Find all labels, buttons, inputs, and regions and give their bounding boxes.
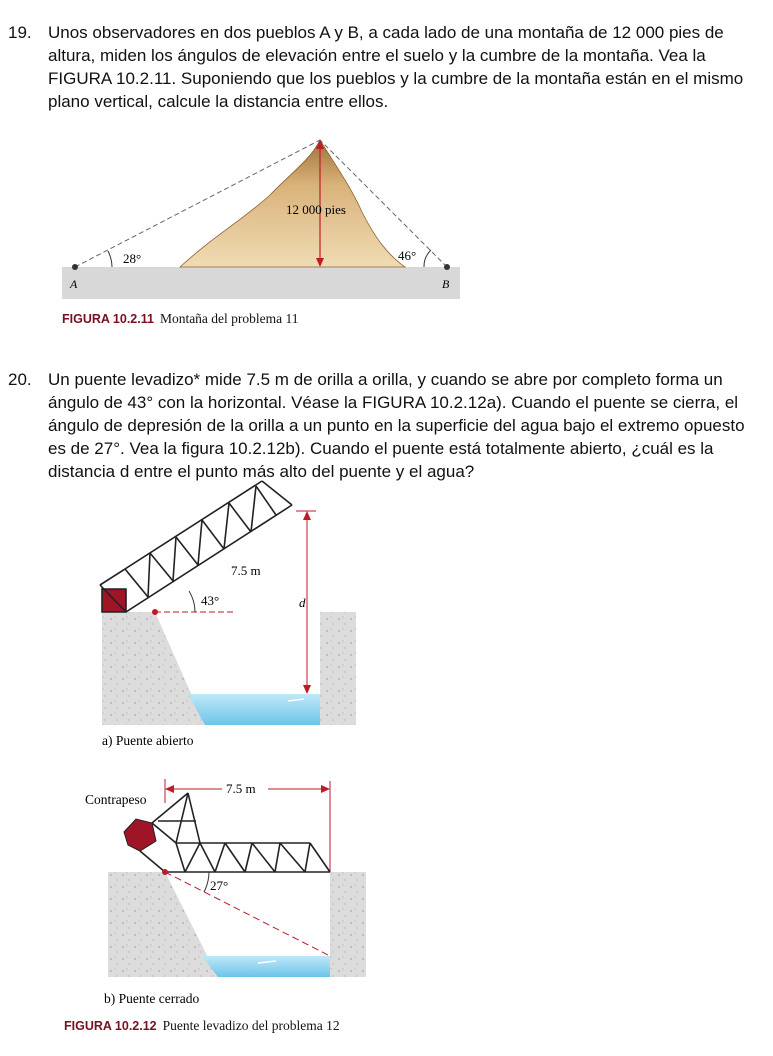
point-b-label: B [442,277,450,291]
angle-arc-b [424,250,431,267]
right-bank-closed [330,872,366,977]
point-a-label: A [70,277,78,291]
length-arrow-left [165,785,174,793]
angle-arc-43 [189,591,195,612]
length-closed-label: 7.5 m [226,781,256,796]
figure-11-caption [62,311,299,327]
height-label: 12 000 pies [286,202,346,217]
problem-19 [8,21,765,113]
figure-11-caption-text: Montaña del problema 11 [159,311,299,326]
figure-12-caption [64,1018,340,1034]
ground-strip [62,267,460,299]
counterweight [124,819,156,851]
problem-text: Unos observadores en dos pueblos A y B, a cada lado de una montaña de 12 000 pies de altura, miden los ángulos de elevación entre el suelo y la cumbre de la montaña. Vea la FIGURA 10.2.11. Suponiendo que los pueblos y la cumbre de la montaña están en el mismo plano vertical, calcule la distancia entre ellos. [48,23,744,111]
length-arrow-right [321,785,330,793]
figure-12-caption-text: Puente levadizo del problema 12 [162,1018,340,1033]
angle-27-label: 27° [210,878,229,893]
problem-number: 20. [8,370,32,389]
angle-arc-a [108,251,112,267]
figure-12-label: FIGURA 10.2.12 [64,1019,157,1033]
problem-20 [8,368,765,483]
figure-10-2-12a [0,495,773,755]
left-bank-closed [108,872,218,977]
problem-text: Un puente levadizo* mide 7.5 m de orilla a orilla, y cuando se abre por completo forma un ángulo de 43° con la horizontal. Véase la FIGURA 10.2.12a). Cuando el puente se cierra, el ángulo de depresión de la orilla a un punto en la superficie del agua bajo el extremo opuesto es de 27°. Vea la figura 10.2.12b). Cuando el puente está totalmente abierto, ¿cuál es la distancia d entre el punto más alto del puente y el agua? [48,370,745,481]
sub-caption-a: a) Puente abierto [102,733,194,748]
point-b-dot [444,264,450,270]
open-bridge-truss [100,481,292,612]
figure-10-2-11 [0,130,773,330]
angle-a-label: 28° [123,251,142,266]
problem-number: 19. [8,23,32,42]
pivot-point [152,609,158,615]
length-open-label: 7.5 m [231,563,261,578]
right-bank [320,612,356,725]
figure-11-label: FIGURA 10.2.11 [62,312,154,326]
water [188,694,320,725]
d-arrow-bottom [303,685,311,694]
point-a-dot [72,264,78,270]
angle-b-label: 46° [398,248,417,263]
water-closed [202,956,330,977]
d-arrow-top [303,511,311,520]
sub-caption-b: b) Puente cerrado [104,991,200,1006]
left-bank [102,612,205,725]
angle-arc-27 [204,872,209,892]
counterweight-label: Contrapeso [85,792,147,807]
closed-bridge-truss [140,793,330,872]
d-label: d [299,595,306,610]
figure-10-2-12b [0,775,773,1015]
angle-43-label: 43° [201,593,220,608]
